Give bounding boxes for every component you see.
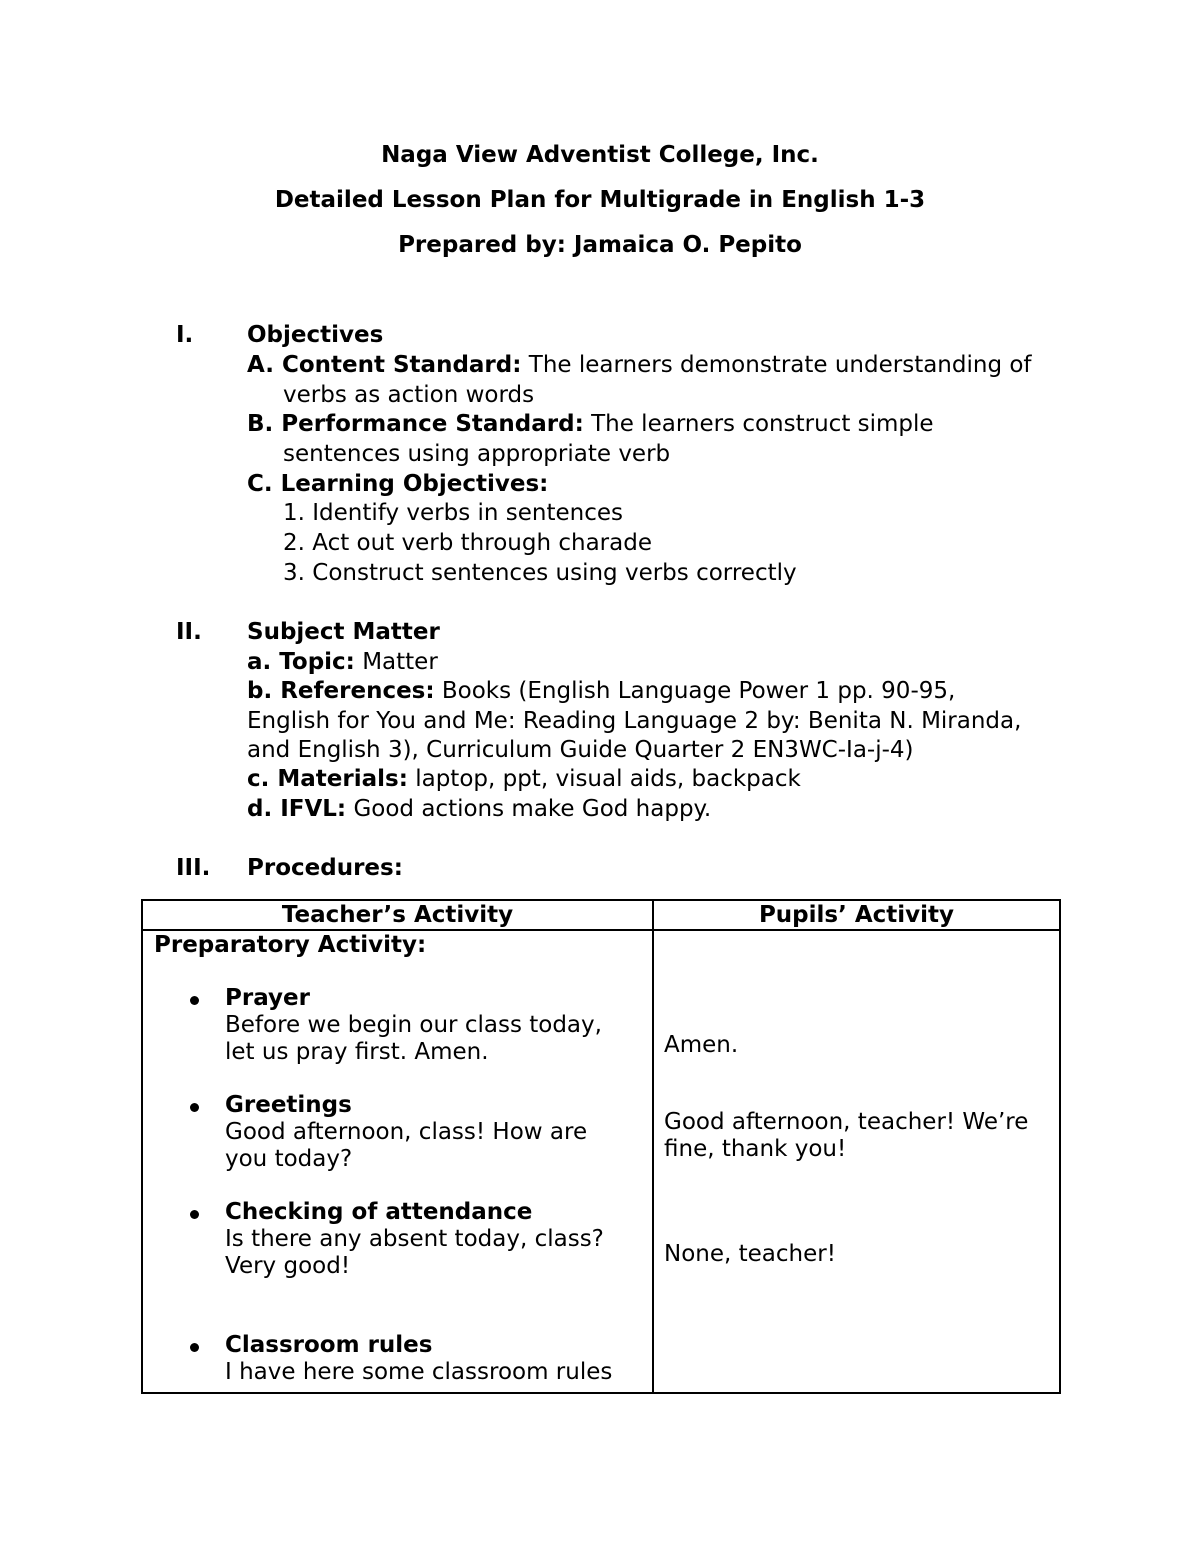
table-row [142,930,1060,1393]
bullet-icon [190,1103,199,1112]
bullet-icon [190,996,199,1005]
pupils-activity-cell [653,930,1060,1393]
references-label: b. References: [247,678,435,704]
teacher-activity-cell [142,930,653,1393]
bullet-icon [190,1210,199,1219]
prayer-text: let us pray first. Amen. [225,1039,489,1065]
attendance-text: Very good! [225,1253,351,1279]
classroom-rules-title: Classroom rules [225,1332,433,1358]
section-numeral-subject-matter: II. [176,619,202,645]
pupils-activity-content [654,931,1059,1392]
greetings-title: Greetings [225,1092,352,1118]
materials-label: c. Materials: [247,766,408,792]
table-header-row [142,900,1060,930]
topic [247,648,438,678]
performance-standard-label: B. Performance Standard: [247,411,584,437]
preparatory-activity-label: Preparatory Activity: [154,932,427,958]
greetings-response: fine, thank you! [664,1136,847,1162]
performance-standard-text-cont: sentences using appropriate verb [283,441,671,467]
prepared-by: Prepared by: Jamaica O. Pepito [398,232,802,258]
greetings-text: you today? [225,1146,353,1172]
classroom-rules-text: I have here some classroom rules [225,1359,613,1385]
content-standard-text: The learners demonstrate understanding of [521,352,1032,378]
greetings-text: Good afternoon, class! How are [225,1119,588,1145]
teacher-activity-content [143,931,652,1392]
learning-objective-item: 1. Identify verbs in sentences [283,500,624,526]
content-standard [247,351,1032,381]
column-header-teacher: Teacher’s Activity [142,900,653,930]
learning-objective-item: 2. Act out verb through charade [283,530,652,556]
references [247,677,955,707]
prayer-title: Prayer [225,985,310,1011]
attendance-title: Checking of attendance [225,1199,533,1225]
section-numeral-objectives: I. [176,322,194,348]
materials-value: laptop, ppt, visual aids, backpack [407,766,801,792]
performance-standard-text: The learners construct simple [583,411,934,437]
section-heading-procedures: Procedures: [247,855,403,881]
topic-label: a. Topic: [247,649,355,675]
greetings-response: Good afternoon, teacher! We’re [664,1109,1029,1135]
references-text: Books (English Language Power 1 pp. 90-95, [434,678,956,704]
topic-value: Matter [354,649,438,675]
learning-objectives-label: C. Learning Objectives: [247,471,549,497]
ifvl-value: Good actions make God happy. [346,796,712,822]
document-title: Detailed Lesson Plan for Multigrade in English 1-3 [274,187,926,213]
materials [247,765,801,795]
bullet-icon [190,1343,199,1352]
references-text-cont: and English 3), Curriculum Guide Quarter 2 EN3WC-Ia-j-4) [247,737,914,763]
prayer-response: Amen. [664,1032,739,1058]
section-heading-subject-matter: Subject Matter [247,619,440,645]
performance-standard [247,410,934,440]
attendance-text: Is there any absent today, class? [225,1226,604,1252]
school-name: Naga View Adventist College, Inc. [381,142,819,168]
content-standard-text-cont: verbs as action words [283,382,535,408]
attendance-response: None, teacher! [664,1241,836,1267]
references-text-cont: English for You and Me: Reading Language 2 by: Benita N. Miranda, [247,708,1022,734]
prayer-text: Before we begin our class today, [225,1012,602,1038]
learning-objective-item: 3. Construct sentences using verbs correctly [283,560,797,586]
column-header-pupils: Pupils’ Activity [653,900,1060,930]
content-standard-label: A. Content Standard: [247,352,522,378]
procedures-table [141,899,1061,1394]
ifvl-label: d. IFVL: [247,796,347,822]
section-numeral-procedures: III. [176,855,211,881]
section-heading-objectives: Objectives [247,322,384,348]
ifvl [247,795,711,825]
